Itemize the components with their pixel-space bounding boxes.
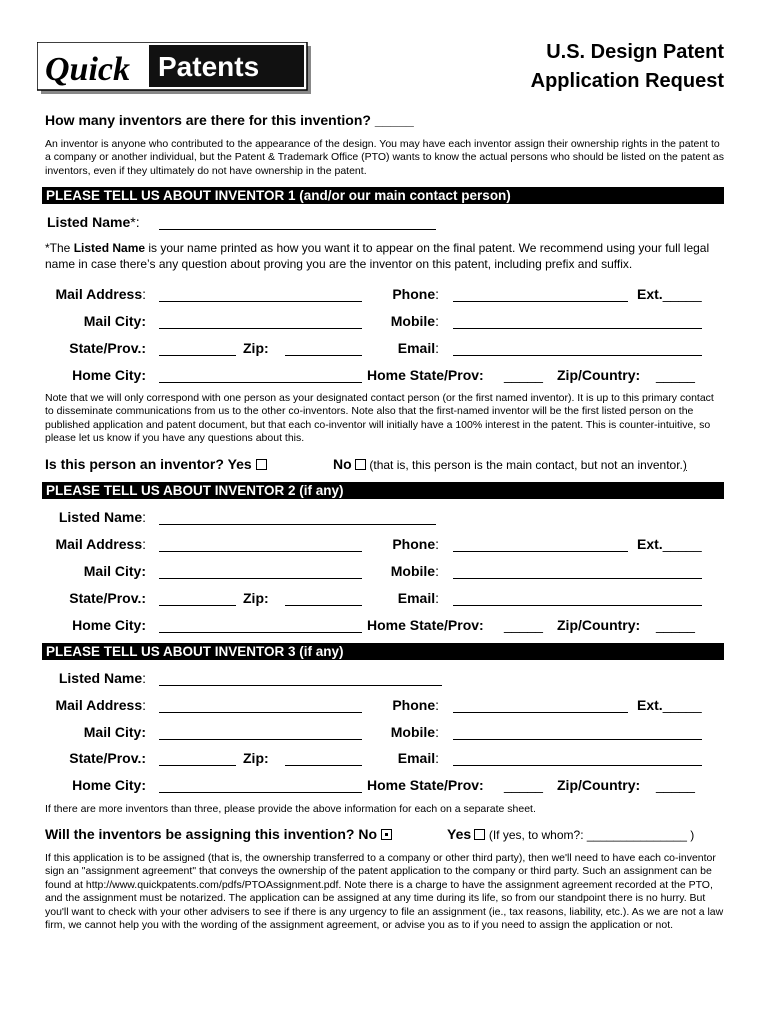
listed-name-note: *The Listed Name is your name printed as how you want it to appear on the final patent. We recommend using your full legal name in case there’s any question about proving you are the inventor on this patent, including prefix and suffix. <box>45 241 710 271</box>
svg-text:Patents: Patents <box>158 51 260 82</box>
assign-no-checkbox[interactable] <box>381 829 392 840</box>
inventor3-state-label: State/Prov.: <box>69 750 146 766</box>
is-inventor-no-checkbox[interactable] <box>355 459 366 470</box>
inventor3-zip-field[interactable] <box>285 765 362 766</box>
inventor2-zip-country-label: Zip/Country: <box>557 617 641 633</box>
inventor1-home-city-field[interactable] <box>159 382 362 383</box>
quickpatents-logo <box>37 42 311 94</box>
assign-question: Will the inventors be assigning this invention? No <box>45 826 392 842</box>
inventor1-home-state-field[interactable]: _____ <box>504 367 543 383</box>
inventor2-home-city-field[interactable] <box>159 632 362 633</box>
inventor3-listed-name-label: Listed Name: <box>58 670 146 686</box>
inventor1-phone-field[interactable] <box>453 301 628 302</box>
assign-yes-option: Yes (If yes, to whom?: _______________ ) <box>447 826 695 842</box>
inventor3-phone-field[interactable] <box>453 712 628 713</box>
inventor1-phone-label: Phone: <box>392 286 439 302</box>
inventor2-listed-name-field[interactable] <box>159 524 436 525</box>
assign-to-whom-field[interactable]: (If yes, to whom?: _______________ ) <box>488 828 695 842</box>
inventor1-zip-country-field[interactable]: _____ <box>656 367 695 383</box>
inventor2-zip-country-field[interactable]: _____ <box>656 617 695 633</box>
inventor2-home-state-label: Home State/Prov: <box>367 617 484 633</box>
inventor3-zip-label: Zip: <box>243 750 269 766</box>
inventor1-mail-city-label: Mail City: <box>83 313 146 329</box>
inventor2-mobile-field[interactable] <box>453 578 702 579</box>
inventor3-home-city-label: Home City: <box>72 777 146 793</box>
inventor3-mail-address-field[interactable] <box>159 712 362 713</box>
is-inventor-question: Is this person an inventor? Yes <box>45 456 267 472</box>
inventor-count-question: How many inventors are there for this invention? _____ <box>45 112 414 128</box>
inventor3-home-state-field[interactable]: _____ <box>504 777 543 793</box>
inventor2-mail-address-field[interactable] <box>159 551 362 552</box>
inventor3-listed-name-field[interactable] <box>159 685 442 686</box>
inventor3-zip-country-label: Zip/Country: <box>557 777 641 793</box>
page-title-line1: U.S. Design Patent <box>546 41 724 63</box>
inventor2-state-field[interactable] <box>159 605 236 606</box>
inventor2-zip-label: Zip: <box>243 590 269 606</box>
inventor1-mail-address-field[interactable] <box>159 301 362 302</box>
inventor3-state-field[interactable] <box>159 765 236 766</box>
intro-paragraph: An inventor is anyone who contributed to the appearance of the design. You may have each inventor assign their ownership rights in the patent to a company or another individual, but the Patent & Trademark Office (PTO) wants to know the actual persons who should be listed on the patent as inventors, even if they ultimately do not have ownership in the patent. <box>45 138 724 177</box>
inventor1-zip-field[interactable] <box>285 355 362 356</box>
inventor2-state-label: State/Prov.: <box>69 590 146 606</box>
inventor3-mail-address-label: Mail Address: <box>55 697 146 713</box>
inventor1-home-state-label: Home State/Prov: <box>367 367 484 383</box>
inventor3-section-header: PLEASE TELL US ABOUT INVENTOR 3 (if any) <box>42 643 724 660</box>
inventor1-state-label: State/Prov.: <box>69 340 146 356</box>
inventor3-ext-field[interactable]: Ext._____ <box>637 697 702 713</box>
inventor2-mail-address-label: Mail Address: <box>55 536 146 552</box>
inventor3-home-city-field[interactable] <box>159 792 362 793</box>
inventor1-mobile-field[interactable] <box>453 328 702 329</box>
inventor2-zip-field[interactable] <box>285 605 362 606</box>
inventor1-listed-name-label: Listed Name*: <box>47 214 140 230</box>
inventor1-zip-country-label: Zip/Country: <box>557 367 641 383</box>
inventor2-mobile-label: Mobile: <box>390 563 439 579</box>
inventor1-mail-city-field[interactable] <box>159 328 362 329</box>
inventor3-zip-country-field[interactable]: _____ <box>656 777 695 793</box>
inventor-count-field[interactable]: _____ <box>374 112 414 128</box>
inventor3-email-label: Email: <box>397 750 439 766</box>
inventor2-listed-name-label: Listed Name: <box>58 509 146 525</box>
inventor2-home-city-label: Home City: <box>72 617 146 633</box>
inventor1-home-city-label: Home City: <box>72 367 146 383</box>
contact-disclaimer: Note that we will only correspond with one person as your designated contact person (or the first named inventor). It is up to this primary contact to disseminate communications from us to the other co-inventors. Note also that the first-named inventor will be the first listed person on the published application and patent document, but that each co-inventor will initially have a 100% interest in the patent. This is counter-intuitive, so please let us know if you have any questions about this. <box>45 392 714 445</box>
inventor2-email-field[interactable] <box>453 605 702 606</box>
is-inventor-no-option: No (that is, this person is the main contact, but not an inventor.) <box>333 456 687 472</box>
inventor3-mail-city-field[interactable] <box>159 739 362 740</box>
inventor2-phone-field[interactable] <box>453 551 628 552</box>
inventor2-phone-label: Phone: <box>392 536 439 552</box>
inventor1-mobile-label: Mobile: <box>390 313 439 329</box>
inventor1-mail-address-label: Mail Address: <box>55 286 146 302</box>
assign-yes-checkbox[interactable] <box>474 829 485 840</box>
inventor2-home-state-field[interactable]: _____ <box>504 617 543 633</box>
inventor2-email-label: Email: <box>397 590 439 606</box>
inventor1-zip-label: Zip: <box>243 340 269 356</box>
inventor1-state-field[interactable] <box>159 355 236 356</box>
inventor1-email-field[interactable] <box>453 355 702 356</box>
inventor2-ext-field[interactable]: Ext._____ <box>637 536 702 552</box>
inventor2-section-header: PLEASE TELL US ABOUT INVENTOR 2 (if any) <box>42 482 724 499</box>
page-title-line2: Application Request <box>530 70 724 92</box>
inventor1-email-label: Email: <box>397 340 439 356</box>
inventor1-ext-field[interactable]: Ext._____ <box>637 286 702 302</box>
inventor1-listed-name-field[interactable] <box>159 229 436 230</box>
more-inventors-note: If there are more inventors than three, please provide the above information for each on a separate sheet. <box>45 803 536 815</box>
inventor3-mobile-field[interactable] <box>453 739 702 740</box>
inventor3-email-field[interactable] <box>453 765 702 766</box>
inventor3-home-state-label: Home State/Prov: <box>367 777 484 793</box>
inventor2-mail-city-field[interactable] <box>159 578 362 579</box>
assignment-paragraph: If this application is to be assigned (that is, the ownership transferred to a company or other third party), then we'll need to have each co-inventor sign an "assignment agreement" that conveys the ownership of the patent application to the company or third party. Such an assignment can be found at http://www.quickpatents.com/pdfs/PTOAssignment.pdf. Note there is a charge to have the assignment agreement recorded at the PTO, and the assignment must be notarized. The application can be assigned at any time during its life, so from our standpoint there is no hurry. But you'll want to check with your other advisers to see if there is any urgency to file an assignment (ie., tax reasons, liability, etc.). As we are not a law firm, we cannot help you with the wording of the assignment agreement, or advise you as to if you need to assign the application or not. <box>45 852 724 932</box>
inventor2-mail-city-label: Mail City: <box>83 563 146 579</box>
svg-text:Quick: Quick <box>45 51 130 88</box>
inventor3-mobile-label: Mobile: <box>390 724 439 740</box>
inventor3-mail-city-label: Mail City: <box>83 724 146 740</box>
is-inventor-yes-checkbox[interactable] <box>256 459 267 470</box>
inventor1-section-header: PLEASE TELL US ABOUT INVENTOR 1 (and/or our main contact person) <box>42 187 724 204</box>
inventor3-phone-label: Phone: <box>392 697 439 713</box>
